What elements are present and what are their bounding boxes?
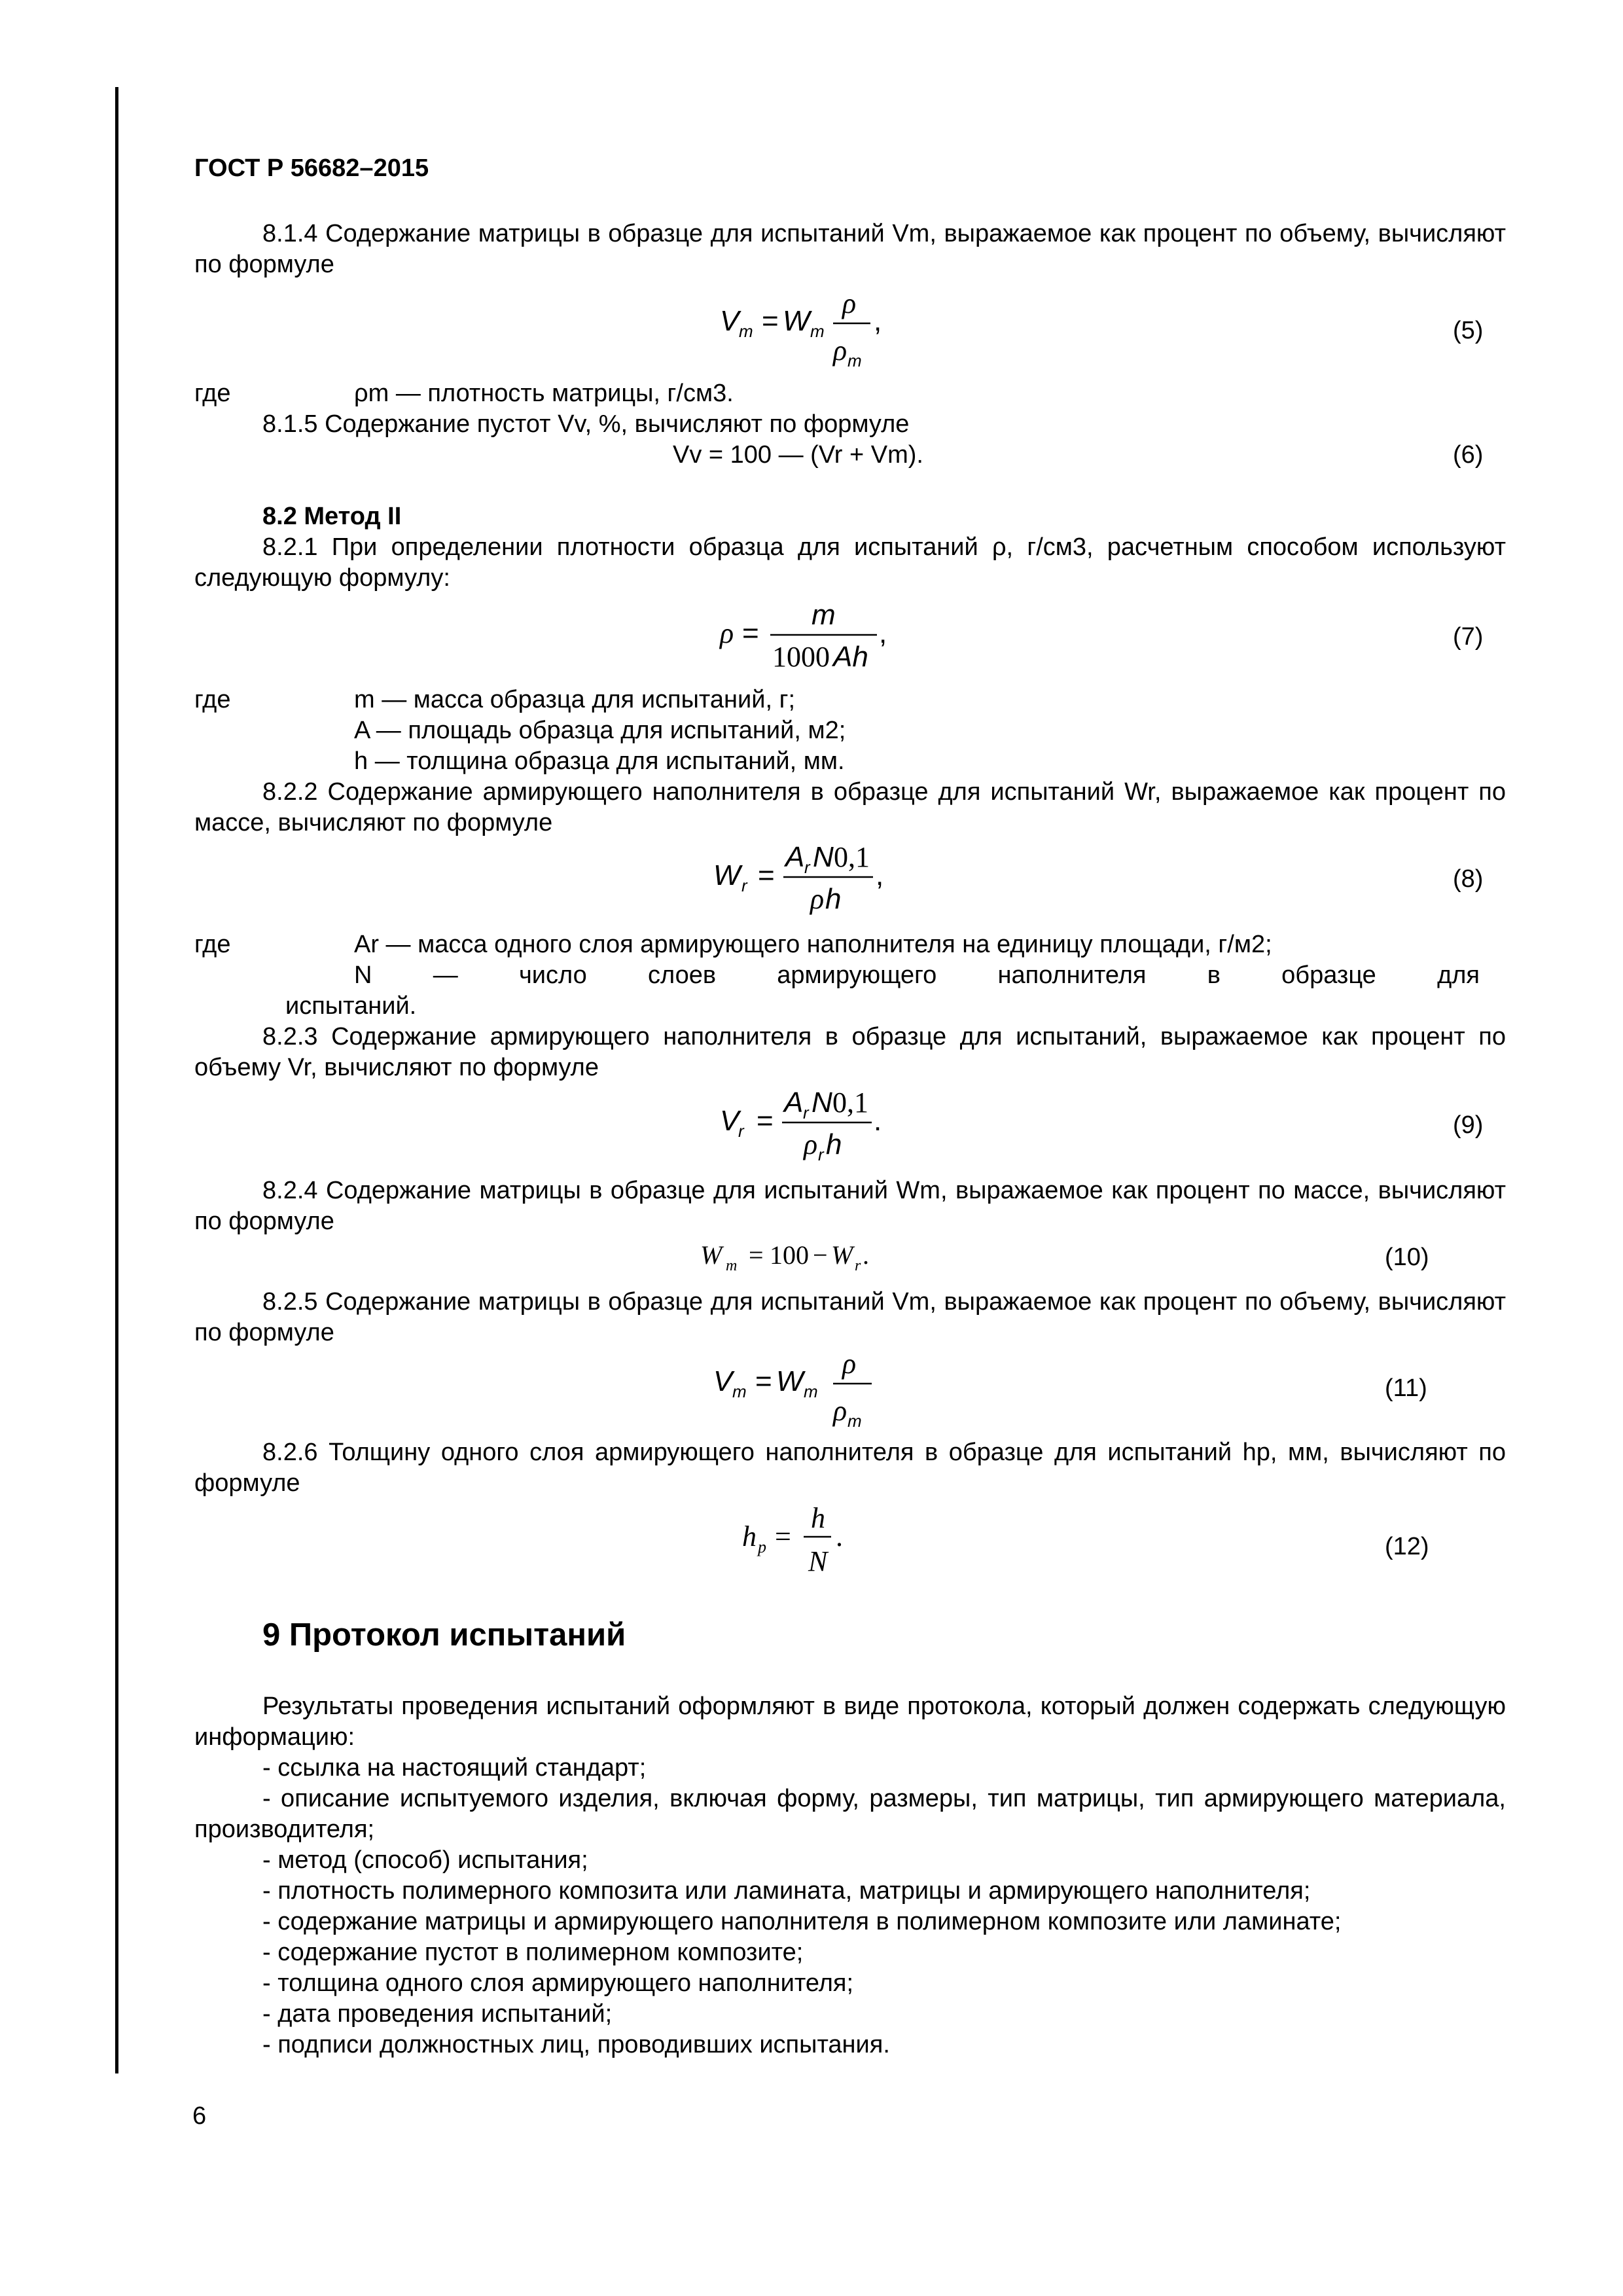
svg-text:,: ,: [874, 305, 882, 337]
list-item: - плотность полимерного композита или ламината, матрицы и армирующего наполнителя;: [262, 1877, 1311, 1905]
svg-text:V: V: [720, 305, 740, 337]
section-9-intro: Результаты проведения испытаний оформляют в виде протокола, который должен содержать следующую информацию:: [194, 1693, 1506, 1751]
paragraph-8-2-5: 8.2.5 Содержание матрицы в образце для испытаний Vm, выражаемое как процент по объему, вычисляют по формуле: [194, 1288, 1506, 1346]
svg-text:1000: 1000: [772, 641, 830, 673]
formula-8: [700, 838, 923, 923]
paragraph-8-2-3: 8.2.3 Содержание армирующего наполнителя в образце для испытаний, выражаемое как процент по объему Vr, вычисляют по формуле: [194, 1023, 1506, 1081]
svg-text:r: r: [855, 1257, 861, 1274]
svg-text:=: =: [775, 1520, 791, 1552]
list-item: - ссылка на настоящий стандарт;: [262, 1754, 647, 1782]
definition-Ar: Ar — масса одного слоя армирующего наполнителя на единицу площади, г/м2;: [354, 931, 1272, 958]
eq-number-9: (9): [1453, 1111, 1484, 1139]
eq-number-12: (12): [1385, 1533, 1429, 1560]
eq-number-8: (8): [1453, 865, 1484, 893]
svg-text:,: ,: [879, 617, 887, 649]
svg-text:=: =: [762, 305, 779, 337]
svg-text:100: 100: [770, 1240, 809, 1270]
paragraph-8-1-4: 8.1.4 Содержание матрицы в образце для испытаний Vm, выражаемое как процент по объему, вычисляют по формуле: [194, 220, 1506, 278]
svg-text:r: r: [818, 1145, 824, 1164]
svg-text:p: p: [758, 1537, 766, 1556]
list-item: - содержание пустот в полимерном композите;: [262, 1939, 804, 1966]
svg-text:r: r: [738, 1121, 744, 1141]
eq-number-5: (5): [1453, 317, 1484, 344]
list-item: - подписи должностных лиц, проводивших испытания.: [262, 2031, 890, 2058]
svg-text:−: −: [813, 1240, 828, 1270]
where-label: где: [194, 931, 231, 958]
svg-text:m: m: [732, 1382, 747, 1401]
svg-text:=: =: [758, 859, 775, 891]
list-item: - содержание матрицы и армирующего наполнителя в полимерном композите или ламинате;: [262, 1908, 1342, 1935]
svg-text:=: =: [749, 1240, 764, 1270]
svg-text:r: r: [804, 857, 810, 877]
eq-number-10: (10): [1385, 1244, 1429, 1271]
page-number: 6: [192, 2102, 207, 2130]
eq-number-6: (6): [1453, 441, 1484, 469]
paragraph-8-2-6: 8.2.6 Толщину одного слоя армирующего наполнителя в образце для испытаний hp, мм, вычисляют по формуле: [194, 1439, 1506, 1497]
svg-text:ρ: ρ: [810, 883, 825, 915]
where-label: где: [194, 380, 231, 407]
doc-header: ГОСТ Р 56682–2015: [194, 154, 429, 182]
svg-text:Ah: Ah: [833, 641, 868, 673]
svg-text:ρ: ρ: [833, 334, 847, 367]
svg-text:m: m: [847, 1411, 862, 1431]
heading-8-2: 8.2 Метод II: [262, 503, 402, 530]
svg-text:W: W: [831, 1240, 853, 1270]
svg-text:m: m: [812, 599, 836, 631]
formula-7: [707, 596, 923, 681]
svg-text:ρ: ρ: [804, 1128, 818, 1160]
svg-text:h: h: [811, 1502, 825, 1534]
formula-11: [700, 1348, 916, 1433]
svg-text:W: W: [700, 1240, 722, 1270]
section-9-title: 9 Протокол испытаний: [262, 1617, 626, 1653]
svg-text:h: h: [825, 883, 842, 915]
definition-m: m — масса образца для испытаний, г;: [354, 686, 796, 713]
svg-text:ρ: ρ: [842, 1348, 857, 1380]
svg-text:=: =: [755, 1365, 772, 1397]
svg-text:=: =: [742, 617, 759, 649]
svg-text:A: A: [784, 1086, 804, 1119]
eq-number-7: (7): [1453, 623, 1484, 651]
formula-5: [707, 288, 923, 373]
list-item: - толщина одного слоя армирующего наполнителя;: [262, 1969, 854, 1997]
svg-text:N: N: [812, 1086, 832, 1119]
svg-text:V: V: [720, 1105, 740, 1137]
paragraph-8-2-1: 8.2.1 При определении плотности образца для испытаний ρ, г/см3, расчетным способом используют следующую формулу:: [194, 533, 1506, 592]
formula-10: [694, 1234, 916, 1280]
list-item: - описание испытуемого изделия, включая форму, размеры, тип матрицы, тип армирующего материала, производителя;: [194, 1785, 1506, 1843]
svg-text:h: h: [742, 1520, 757, 1552]
svg-text:N: N: [808, 1545, 828, 1577]
paragraph-8-2-2: 8.2.2 Содержание армирующего наполнителя в образце для испытаний Wr, выражаемое как процент по массе, вычисляют по формуле: [194, 778, 1506, 836]
svg-text:h: h: [826, 1128, 842, 1160]
formula-9: [700, 1083, 923, 1168]
svg-text:A: A: [785, 841, 805, 873]
definition-A: A — площадь образца для испытаний, м2;: [354, 717, 846, 744]
svg-text:.: .: [863, 1240, 869, 1270]
svg-text:N: N: [813, 841, 834, 873]
svg-text:.: .: [874, 1105, 882, 1137]
list-item: - дата проведения испытаний;: [262, 2000, 613, 2028]
svg-text:V: V: [713, 1365, 733, 1397]
svg-text:0,1: 0,1: [832, 1086, 868, 1119]
svg-text:W: W: [713, 859, 741, 891]
paragraph-8-1-5: 8.1.5 Содержание пустот Vv, %, вычисляют по формуле: [262, 410, 910, 438]
svg-text:,: ,: [876, 859, 884, 891]
paragraph-8-2-4: 8.2.4 Содержание матрицы в образце для испытаний Wm, выражаемое как процент по массе, вычисляют по формуле: [194, 1177, 1506, 1235]
definition-rho-m: ρm — плотность матрицы, г/см3.: [354, 380, 734, 407]
svg-text:m: m: [810, 321, 825, 341]
svg-text:.: .: [836, 1520, 843, 1552]
definition-N: N — число слоев армирующего наполнителя в образце для: [354, 961, 1480, 989]
svg-text:0,1: 0,1: [834, 841, 870, 873]
svg-text:m: m: [804, 1382, 818, 1401]
margin-bar: [115, 87, 118, 2073]
eq-number-11: (11): [1385, 1374, 1427, 1402]
svg-text:=: =: [757, 1105, 774, 1137]
definition-N-continued: испытаний.: [285, 992, 417, 1020]
svg-text:r: r: [803, 1103, 809, 1122]
definition-h: h — толщина образца для испытаний, мм.: [354, 747, 845, 775]
svg-text:W: W: [776, 1365, 804, 1397]
svg-text:m: m: [847, 351, 862, 370]
svg-text:ρ: ρ: [833, 1395, 847, 1427]
list-item: - метод (способ) испытания;: [262, 1846, 588, 1874]
where-label: где: [194, 686, 231, 713]
svg-text:r: r: [741, 876, 747, 895]
svg-text:W: W: [783, 305, 810, 337]
formula-6: Vv = 100 — (Vr + Vm).: [673, 441, 923, 469]
formula-12: [726, 1499, 890, 1584]
svg-text:m: m: [739, 321, 753, 341]
svg-text:m: m: [726, 1257, 738, 1274]
svg-text:ρ: ρ: [842, 288, 857, 319]
svg-text:ρ: ρ: [720, 617, 734, 649]
